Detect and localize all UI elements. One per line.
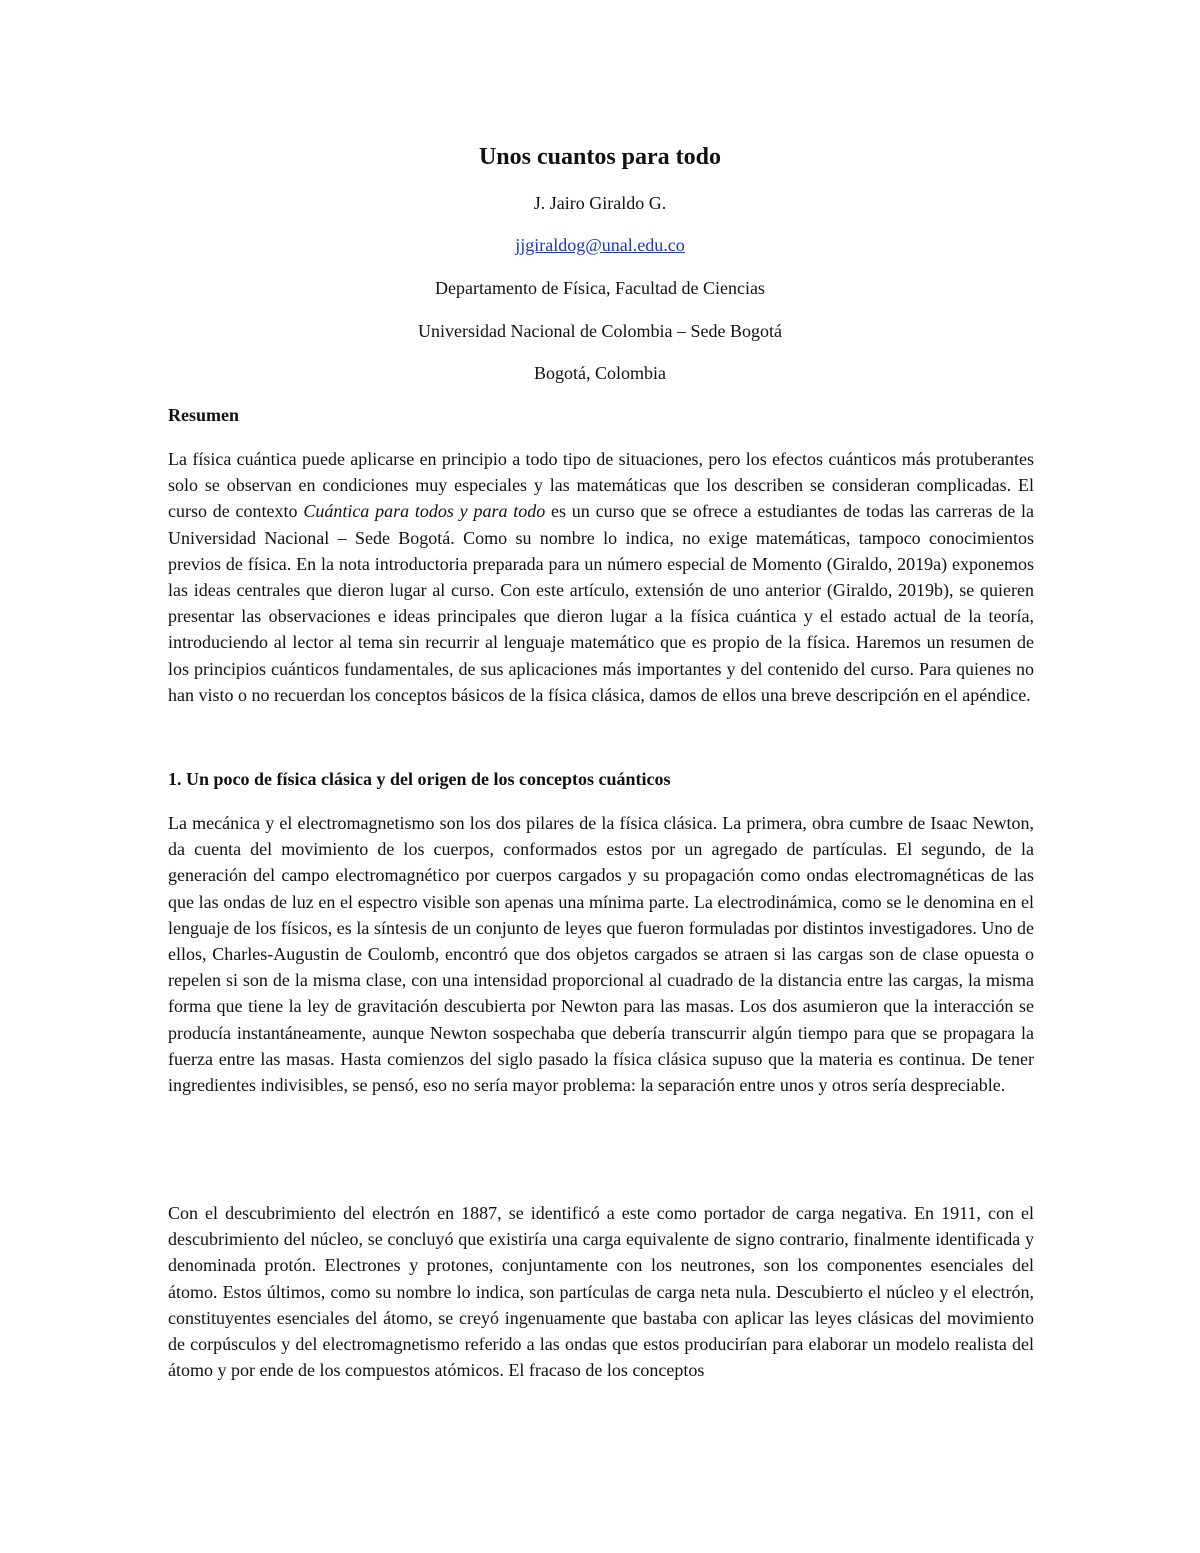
course-title-italic: Cuántica para todos y para todo	[303, 501, 546, 522]
author-university: Universidad Nacional de Colombia – Sede Bogotá	[418, 321, 782, 341]
section-1-paragraph-2: Con el descubrimiento del electrón en 1887, se identificó a este como portador de carga negativa. En 1911, con el descubrimiento del núcleo, se concluyó que existiría una carga equivalente de signo contrario, finalmente identificada y denominada protón. Electrones y protones, conjuntamente con los neutrones, son los componentes esenciales del átomo. Estos últimos, como su nombre lo indica, son partículas de carga neta nula. Descubierto el núcleo y el electrón, constituyentes esenciales del átomo, se creyó ingenuamente que bastaba con aplicar las leyes clásicas del movimiento de corpúsculos y del electromagnetismo referido a las ondas que estos producirían para elaborar un modelo realista del átomo y por ende de los compuestos atómicos. El fracaso de los conceptos	[168, 1203, 1034, 1381]
section-1-paragraph-1: La mecánica y el electromagnetismo son los dos pilares de la física clásica. La primera, obra cumbre de Isaac Newton, da cuenta del movimiento de los cuerpos, conformados estos por un agregado de partículas. El segundo, de la generación del campo electromagnético por cuerpos cargados y su propagación como ondas electromagnéticas de las que las ondas de luz en el espectro visible son apenas una mínima parte. La electrodinámica, como se le denomina en el lenguaje de los físicos, es la síntesis de un conjunto de leyes que fueron formuladas por distintos investigadores. Uno de ellos, Charles-Augustin de Coulomb, encontró que dos objetos cargados se atraen si las cargas son de clase opuesta o repelen si son de la misma clase, con una intensidad proporcional al cuadrado de la distancia entre las cargas, la misma forma que tiene la ley de gravitación descubierta por Newton para las masas. Los dos asumieron que la interacción se producía instantáneamente, aunque Newton sospechaba que debería transcurrir algún tiempo para que se propagara la fuerza entre las masas. Hasta comienzos del siglo pasado la física clásica supuso que la materia es continua. De tener ingredientes indivisibles, se pensó, eso no sería mayor problema: la separación entre unos y otros sería despreciable.	[168, 813, 1034, 1096]
abstract-paragraph	[168, 446, 1034, 708]
abstract-heading: Resumen	[168, 405, 239, 425]
section-1-heading: 1. Un poco de física clásica y del origen de los conceptos cuánticos	[168, 769, 671, 789]
author-email-link[interactable]: jjgiraldog@unal.edu.co	[515, 235, 685, 255]
author-department: Departamento de Física, Facultad de Ciencias	[435, 278, 765, 298]
author-location: Bogotá, Colombia	[534, 363, 666, 383]
paper-title: Unos cuantos para todo	[478, 144, 722, 170]
author-name: J. Jairo Giraldo G.	[533, 193, 667, 213]
abstract-text-part-2: es un curso que se ofrece a estudiantes de todas las carreras de la Universidad Nacional – Sede Bogotá. Como su nombre lo indica, no exige matemáticas, tampoco conocimientos previos de física. En la nota introductoria preparada para un número especial de Momento (Giraldo, 2019a) exponemos las ideas centrales que dieron lugar al curso. Con este artículo, extensión de uno anterior (Giraldo, 2019b), se quieren presentar las observaciones e ideas principales que dieron lugar a la física cuántica y el estado actual de la teoría, introduciendo al lector al tema sin recurrir al lenguaje matemático que es propio de la física. Haremos un resumen de los principios cuánticos fundamentales, de sus aplicaciones más importantes y del contenido del curso. Para quienes no han visto o no recuerdan los conceptos básicos de la física clásica, damos de ellos una breve descripción en el apéndice.	[168, 501, 1034, 705]
abstract-text-part-1: La física cuántica puede aplicarse en principio a todo tipo de situaciones, pero los efectos cuánticos más protuberantes solo se observan en condiciones muy especiales y las matemáticas que los describen se consideran complicadas. El curso de contexto	[168, 449, 1034, 522]
